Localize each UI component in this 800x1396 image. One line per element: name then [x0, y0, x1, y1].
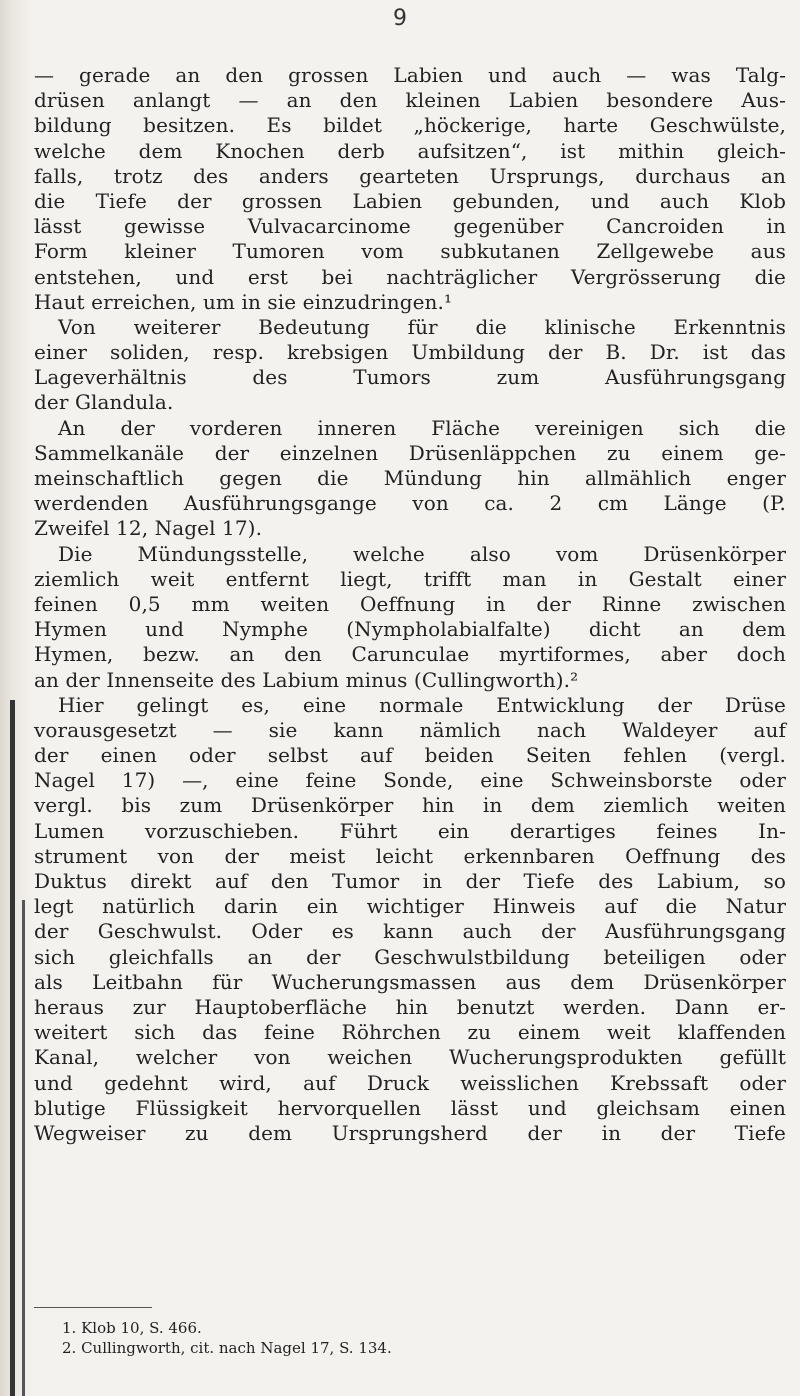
text-line: meinschaftlich gegen die Mündung hin allmählich enger	[34, 466, 786, 490]
text-line: blutige Flüssigkeit hervorquellen lässt und gleichsam einen	[34, 1095, 786, 1120]
footnotes	[62, 1318, 762, 1358]
text-line: Von weiterer Bedeutung für die klinische Erkenntnis	[58, 314, 786, 339]
text-line: Hymen und Nymphe (Nympholabialfalte) dicht an dem	[34, 617, 786, 642]
text-line: An der vorderen inneren Fläche vereinigen sich die	[58, 415, 786, 440]
text-line: und gedehnt wird, auf Druck weisslichen Krebssaft oder	[34, 1070, 786, 1095]
text-line: Nagel 17) —, eine feine Sonde, eine Schweinsborste oder	[34, 768, 786, 793]
text-line: Die Mündungsstelle, welche also vom Drüsenkörper	[58, 541, 786, 566]
text-line: Kanal, welcher von weichen Wucherungsprodukten gefüllt	[34, 1045, 786, 1070]
text-line: an der Innenseite des Labium minus (Cullingworth).²	[34, 667, 579, 692]
text-line: der einen oder selbst auf beiden Seiten fehlen (vergl.	[34, 743, 786, 768]
page-number: 9	[393, 6, 407, 31]
text-line: welche dem Knochen derb aufsitzen“, ist mithin gleich-	[34, 138, 786, 163]
text-line: der Geschwulst. Oder es kann auch der Ausführungsgang	[34, 919, 786, 944]
spine-edge	[10, 700, 15, 1396]
text-line: feinen 0,5 mm weiten Oeffnung in der Rinne zwischen	[34, 591, 786, 616]
text-line: einer soliden, resp. krebsigen Umbildung der B. Dr. ist das	[34, 340, 786, 365]
text-line: — gerade an den grossen Labien und auch — was Talg-	[34, 63, 786, 87]
text-line: lässt gewisse Vulvacarcinome gegenüber Cancroiden in	[34, 214, 786, 239]
text-line: Hier gelingt es, eine normale Entwicklung der Drüse	[58, 692, 786, 717]
binding-shadow	[0, 0, 34, 1396]
footnote: 1. Klob 10, S. 466.	[62, 1319, 202, 1337]
text-line: Lageverhältnis des Tumors zum Ausführungsgang	[34, 365, 786, 390]
text-line: Duktus direkt auf den Tumor in der Tiefe des Labium, so	[34, 869, 786, 893]
text-line: Form kleiner Tumoren vom subkutanen Zellgewebe aus	[34, 239, 786, 264]
text-line: heraus zur Hauptoberfläche hin benutzt werden. Dann er-	[34, 994, 786, 1019]
text-line: die Tiefe der grossen Labien gebunden, und auch Klob	[34, 188, 786, 213]
text-line: Hymen, bezw. an den Carunculae myrtiformes, aber doch	[34, 642, 786, 667]
body-text	[34, 63, 786, 1146]
text-line: Sammelkanäle der einzelnen Drüsenläppchen zu einem ge-	[34, 440, 786, 465]
text-line: Haut erreichen, um in sie einzudringen.¹	[34, 289, 453, 314]
text-line: sich gleichfalls an der Geschwulstbildung beteiligen oder	[34, 944, 786, 969]
footnote: 2. Cullingworth, cit. nach Nagel 17, S. 134.	[62, 1339, 392, 1357]
spine-edge-inner	[22, 900, 25, 1396]
text-line: Wegweiser zu dem Ursprungsherd der in der Tiefe	[34, 1120, 786, 1145]
text-line: weitert sich das feine Röhrchen zu einem weit klaffenden	[34, 1020, 786, 1045]
text-line: ziemlich weit entfernt liegt, trifft man in Gestalt einer	[34, 566, 786, 591]
text-line: als Leitbahn für Wucherungsmassen aus dem Drüsenkörper	[34, 969, 786, 994]
text-line: falls, trotz des anders gearteten Ursprungs, durchaus an	[34, 163, 786, 188]
text-line: strument von der meist leicht erkennbaren Oeffnung des	[34, 843, 786, 868]
text-line: Lumen vorzuschieben. Führt ein derartiges feines In-	[34, 818, 786, 843]
text-line: der Glandula.	[34, 390, 174, 415]
text-line: bildung besitzen. Es bildet „höckerige, harte Geschwülste,	[34, 113, 786, 138]
text-line: vorausgesetzt — sie kann nämlich nach Waldeyer auf	[34, 717, 786, 742]
footnote-divider	[34, 1307, 152, 1308]
text-line: drüsen anlangt — an den kleinen Labien besondere Aus-	[34, 88, 786, 113]
text-line: entstehen, und erst bei nachträglicher Vergrösserung die	[34, 264, 786, 289]
text-line: werdenden Ausführungsgange von ca. 2 cm Länge (P.	[34, 491, 786, 516]
text-line: Zweifel 12, Nagel 17).	[34, 516, 263, 541]
text-line: vergl. bis zum Drüsenkörper hin in dem ziemlich weiten	[34, 793, 786, 818]
text-line: legt natürlich darin ein wichtiger Hinweis auf die Natur	[34, 894, 786, 919]
